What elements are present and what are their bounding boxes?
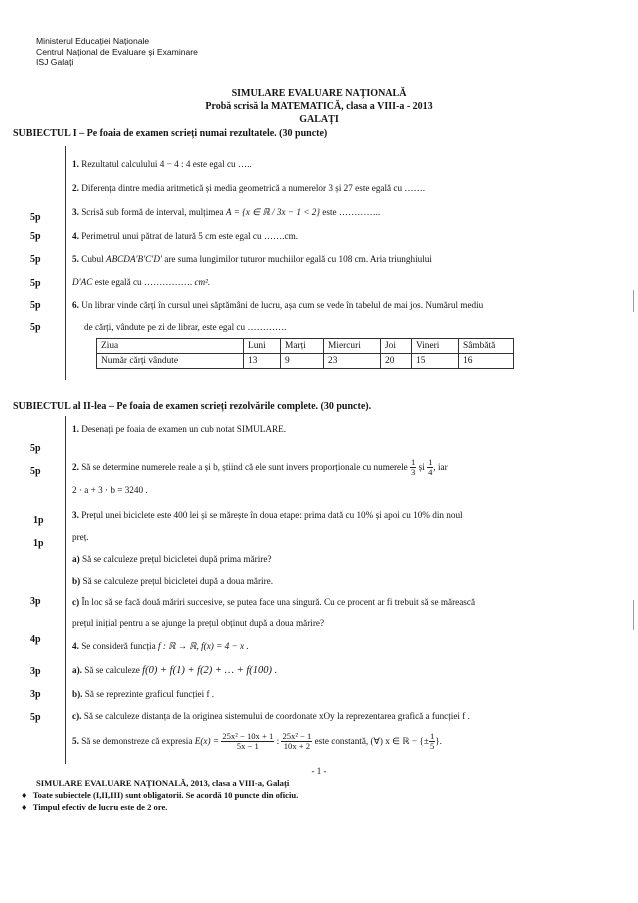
s2-q3-text: Prețul unei biciclete este 400 lei și se mărește în doua etape: prima dată cu 10% și apoi cu 10% din noul [81, 510, 463, 520]
s2-q1-text: Desenați pe foaia de examen un cub notat SIMULARE. [81, 424, 287, 434]
s2-q2-post: , iar [433, 462, 448, 472]
s2-points-8: 3p [30, 689, 41, 700]
s2-q4b-num: b). [72, 689, 83, 699]
s1-q5-pre: Cubul [81, 254, 104, 264]
exam-subtitle: Probă scrisă la MATEMATICĂ, clasa a VIII-a - 2013 [205, 101, 433, 112]
s2-q3b-text: Să se calculeze prețul bicicletei după a doua mărire. [82, 576, 274, 586]
table-row [97, 339, 514, 354]
s1-q6-text: Un librar vinde cărți în cursul unei săptămâni de lucru, așa cum se vede în tabelul de mai jos. Numărul mediu [81, 300, 484, 310]
s2-q2 [72, 455, 448, 479]
footer-rule-1-text: Toate subiectele (I,II,III) sunt obligatorii. Se acordă 10 puncte din oficiu. [32, 790, 299, 800]
fraction-one-third: $\frac{1}{3}$ [411, 457, 416, 478]
s1-q5-post: are suma lungimilor tuturor muchiilor egală cu 108 cm. Aria triunghiului [164, 254, 432, 264]
s1-q4-num: 4. [72, 231, 79, 241]
sales-table [96, 338, 514, 369]
s1-q5-cube: ABCDA′B′C′D′ [105, 254, 162, 264]
s2-q5-mid: este constantă, [314, 736, 369, 746]
s2-points-7: 3p [30, 666, 41, 677]
s2-q4a-pre: Să se calculeze [84, 665, 140, 675]
s1-points-3: 5p [30, 254, 41, 265]
s1-q3 [72, 206, 380, 218]
s1-q5 [72, 253, 432, 265]
table-cell: Ziua [97, 339, 244, 354]
s1-q4 [72, 230, 298, 242]
s2-q3c-text2: prețul inițial pentru a se ajunge la prețul obținut după a doua mărire? [72, 618, 325, 628]
s1-q5-triangle: D′AC [72, 277, 93, 287]
s1-q3-set: A = {x ∈ ℝ / 3x − 1 < 2} [225, 207, 320, 217]
s1-points-5: 5p [30, 300, 41, 311]
s2-q4 [72, 640, 249, 652]
s2-q5-forall: (∀) x ∈ ℝ − [370, 736, 418, 746]
table-cell: Miercuri [324, 339, 381, 354]
s2-points-6: 4p [30, 634, 41, 645]
s1-q6 [72, 299, 483, 311]
table-cell: 13 [244, 354, 281, 369]
table-cell: Luni [244, 339, 281, 354]
s2-points-4: 1p [33, 538, 44, 549]
s2-q3 [72, 509, 463, 521]
table-cell: 16 [459, 354, 514, 369]
s2-q3-num: 3. [72, 510, 79, 520]
fraction-one-fifth: $\frac{1}{5}$ [429, 731, 435, 752]
s1-points-4: 5p [30, 278, 41, 289]
s2-points-2: 5p [30, 466, 41, 477]
s2-q5-div: : [276, 736, 280, 746]
s2-q3a-num: a) [72, 554, 80, 564]
table-row [97, 354, 514, 369]
table-cell: 15 [412, 354, 459, 369]
table-cell: 23 [324, 354, 381, 369]
subject1-heading: SUBIECTUL I – Pe foaia de examen scrieți numai rezultatele. (30 puncte) [13, 128, 328, 139]
s2-q4a-num: a). [72, 665, 82, 675]
s1-q5-num: 5. [72, 254, 79, 264]
fraction-one-fourth: $\frac{1}{4}$ [428, 457, 433, 478]
isj-line: ISJ Galați [36, 57, 74, 67]
fraction-expression-2: $\frac{\text{25x² − 1}}{10x + 2}$ [282, 731, 312, 752]
s2-q4-pre: Se consideră funcția [81, 641, 156, 651]
ministry-line: Ministerul Educației Naționale [36, 36, 150, 46]
s2-q5-setpost: }. [435, 736, 442, 746]
s2-q2-text: Să se determine numerele reale a și b, știind că ele sunt invers proporționale cu numerele [81, 462, 408, 472]
s2-q1-num: 1. [72, 424, 79, 434]
s2-q4c-text: Să se calculeze distanța de la originea sistemului de coordonate xOy la reprezentarea grafică a funcției f . [83, 711, 470, 721]
s2-q3-text2: preț. [72, 532, 89, 542]
footer-rule-2 [22, 802, 167, 813]
table-cell: Număr cărți vândute [97, 354, 244, 369]
s1-q2-text: Diferența dintre media aritmetică și media geometrică a numerelor 3 și 27 este egală cu ……. [81, 183, 426, 193]
s2-q4a-sum: f(0) + f(1) + f(2) + … + f(100) . [142, 665, 278, 676]
s2-q3a-text: Să se calculeze prețul bicicletei după prima mărire? [81, 554, 272, 564]
s1-q2-num: 2. [72, 183, 79, 193]
s1-q5-mid: este egală cu ……………. [94, 277, 193, 287]
s1-q1-text: Rezultatul calculului 4 − 4 : 4 este egal cu ….. [81, 159, 252, 169]
footer-rule-2-text: Timpul efectiv de lucru este de 2 ore. [32, 802, 168, 812]
bullet-icon: ♦ [22, 802, 27, 812]
scan-edge-mark [633, 600, 634, 630]
s2-q3b [72, 575, 273, 587]
s2-q4b [72, 688, 214, 700]
s2-q5-pre: Să se demonstreze că expresia [81, 736, 193, 746]
s1-q3-num: 3. [72, 207, 79, 217]
s2-q4b-text: Să se reprezinte graficul funcției f . [84, 689, 215, 699]
s1-q1 [72, 158, 252, 170]
table-cell: Joi [381, 339, 412, 354]
table-cell: 9 [281, 354, 324, 369]
s1-q3-post: este ………….. [322, 207, 381, 217]
s2-q4-num: 4. [72, 641, 79, 651]
s2-q4a [72, 664, 277, 677]
subject2-heading: SUBIECTUL al II-lea – Pe foaia de examen scrieți rezolvările complete. (30 puncte). [13, 401, 372, 412]
subject1-margin-line [65, 146, 66, 380]
s2-q2-equation: 2 · a + 3 · b = 3240 . [72, 485, 148, 495]
s2-q5 [72, 728, 442, 754]
s2-points-9: 5p [30, 712, 41, 723]
s1-q5-unit: cm². [194, 277, 211, 287]
s2-q3b-num: b) [72, 576, 81, 586]
s2-q2-and: și [418, 462, 425, 472]
exam-title: SIMULARE EVALUARE NAȚIONALĂ [231, 88, 407, 99]
s2-q3a [72, 553, 271, 565]
table-cell: 20 [381, 354, 412, 369]
s1-q6-text2: de cărți, vândute pe zi de librar, este egal cu …………. [84, 322, 287, 332]
s1-q3-pre: Scrisă sub formă de interval, mulțimea [81, 207, 224, 217]
s2-q1 [72, 423, 286, 435]
s1-q2 [72, 182, 425, 194]
s2-q2-num: 2. [72, 462, 79, 472]
footer-title: SIMULARE EVALUARE NAȚIONALĂ, 2013, clasa a VIII-a, Galați [36, 778, 290, 788]
footer-rule-1 [22, 790, 298, 801]
s1-q5-cont [72, 276, 210, 288]
exam-location: GALAȚI [299, 114, 339, 125]
s1-points-2: 5p [30, 231, 41, 242]
s2-q5-num: 5. [72, 736, 79, 746]
s2-q5-setpre: {± [419, 736, 429, 746]
center-line: Centrul Național de Evaluare și Examinare [36, 46, 198, 57]
s2-q4c [72, 710, 470, 722]
s2-q3c [72, 596, 475, 608]
s2-points-3: 1p [33, 515, 44, 526]
s1-points-6: 5p [30, 322, 41, 333]
table-cell: Vineri [412, 339, 459, 354]
s1-points-1: 5p [30, 212, 41, 223]
scan-edge-mark [633, 290, 634, 312]
fraction-expression-1: $\frac{\text{25x² − 10x + 1}}{5x - 1}$ [222, 731, 274, 752]
s2-q5-lhs: E(x) = [194, 736, 220, 746]
s1-q6-num: 6. [72, 300, 79, 310]
s2-q3c-text: În loc să se facă două măriri succesive, se putea face una singură. Cu ce procent ar fi trebuit să se mărească [81, 597, 476, 607]
s2-points-1: 5p [30, 443, 41, 454]
table-cell: Sâmbătă [459, 339, 514, 354]
s2-q4c-num: c). [72, 711, 82, 721]
s2-q3c-num: c) [72, 597, 80, 607]
page-number: - 1 - [311, 766, 327, 776]
s1-q1-num: 1. [72, 159, 79, 169]
subject2-margin-line [65, 416, 66, 764]
s2-points-5: 3p [30, 596, 41, 607]
s2-q4-function: f : ℝ → ℝ, f(x) = 4 − x . [157, 641, 249, 651]
s1-q4-text: Perimetrul unui pătrat de latură 5 cm este egal cu …….cm. [81, 231, 299, 241]
table-cell: Marți [281, 339, 324, 354]
bullet-icon: ♦ [22, 790, 27, 800]
